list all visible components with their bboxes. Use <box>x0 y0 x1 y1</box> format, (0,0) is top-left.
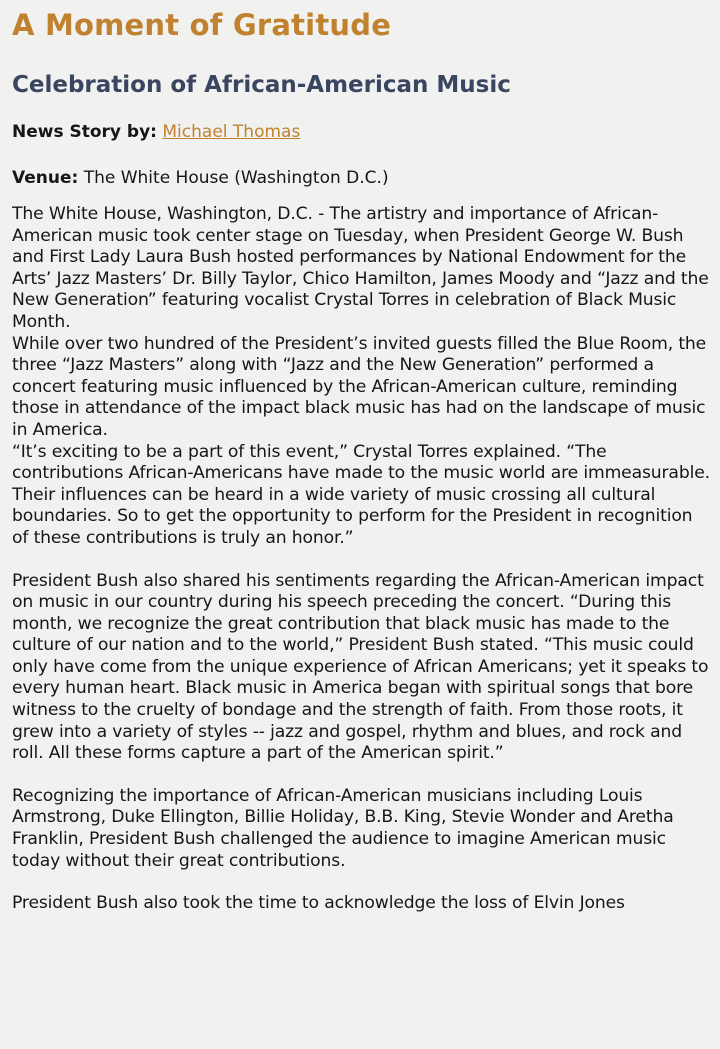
paragraph-6: President Bush also took the time to acknowledge the loss of Elvin Jones <box>12 893 625 914</box>
byline <box>12 120 710 144</box>
article-title: A Moment of Gratitude <box>12 8 392 42</box>
venue-label: Venue: <box>12 168 79 188</box>
paragraph-2: While over two hundred of the President’s invited guests filled the Blue Room, the three “Jazz Masters” along with “Jazz and the New Generation” performed a concert featuring music influenced by the African-American culture, reminding those in attendance of the impact black music has had on the landscape of music in America. <box>12 333 707 440</box>
article-body <box>12 204 710 915</box>
author-link[interactable]: Michael Thomas <box>162 122 301 142</box>
paragraph-1: The White House, Washington, D.C. - The artistry and importance of African-American music took center stage on Tuesday, when President George W. Bush and First Lady Laura Bush hosted performances by National Endowment for the Arts’ Jazz Masters’ Dr. Billy Taylor, Chico Hamilton, James Moody and “Jazz and the New Generation” featuring vocalist Crystal Torres in celebration of Black Music Month. <box>12 204 709 332</box>
article-subtitle: Celebration of African-American Music <box>12 72 511 98</box>
paragraph-3: “It’s exciting to be a part of this event,” Crystal Torres explained. “The contributions African-Americans have made to the music world are immeasurable. Their influences can be heard in a wide variety of music crossing all cultural boundaries. So to get the opportunity to perform for the President in recognition of these contributions is truly an honor.” <box>12 441 710 548</box>
venue-line <box>12 166 710 190</box>
paragraph-5: Recognizing the importance of African-American musicians including Louis Armstrong, Duke Ellington, Billie Holiday, B.B. King, Stevie Wonder and Aretha Franklin, President Bush challenged the audience to imagine American music today without their great contributions. <box>12 785 674 871</box>
paragraph-4: President Bush also shared his sentiments regarding the African-American impact on music in our country during his speech preceding the concert. “During this month, we recognize the great contribution that black music has made to the culture of our nation and to the world,” President Bush stated. “This music could only have come from the unique experience of African Americans; yet it speaks to every human heart. Black music in America began with spiritual songs that bore witness to the cruelty of bondage and the strength of faith. From those roots, it grew into a variety of styles -- jazz and gospel, rhythm and blues, and rock and roll. All these forms capture a part of the American spirit.” <box>12 570 709 764</box>
venue-value: The White House (Washington D.C.) <box>83 168 389 188</box>
byline-label: News Story by: <box>12 122 157 142</box>
